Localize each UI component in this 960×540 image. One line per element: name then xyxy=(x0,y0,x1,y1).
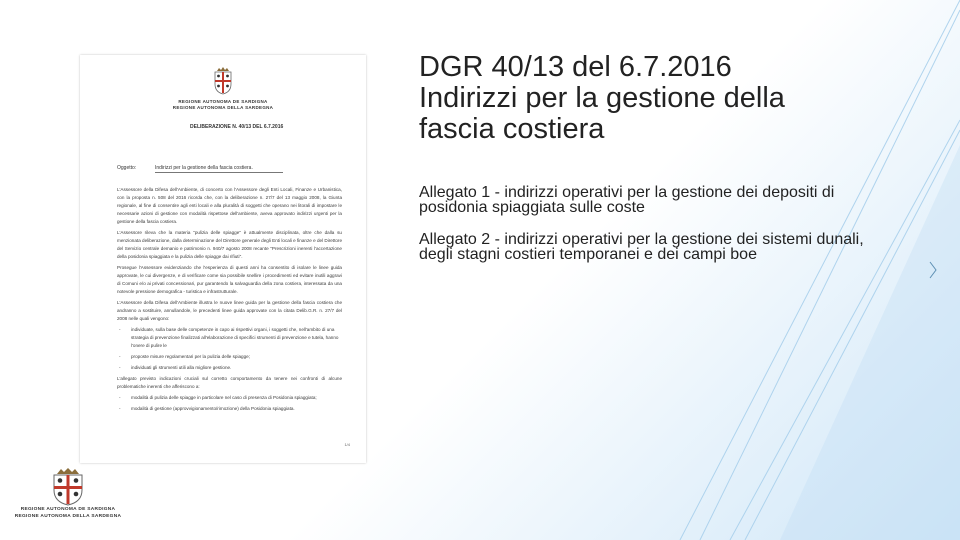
doc-paragraph: Prosegue l'Assessore evidenziando che l'esperienza di questi anni ha consentito di isolare le linee guida approvate, le cui divergenze, e di verificare come sia possibile snellire i procedimenti ed evitare inutili aggravi di Comuni e/o ai privati concessionari, pur garantendo la salvaguardia della zona costiera, interessata da una notevole pressione demografica - turistica e infrastrutturale. xyxy=(117,265,342,294)
sardinia-emblem-icon xyxy=(212,67,234,95)
allegato-1-text: Allegato 1 - indirizzi operativi per la gestione dei depositi di posidonia spiaggiata sulle coste xyxy=(419,184,835,216)
title-line: Indirizzi per la gestione della xyxy=(419,82,785,114)
doc-oggetto-rule xyxy=(155,172,283,173)
doc-paragraph: L'Assessore rileva che la materia "pulizia delle spiagge" è attualmente disciplinata, oltre che dalla su menzionata deliberazione, dalla determinazione del Direttore generale degli Enti locali e finanze e del Direttore del Servizio centrale demanio e patrimonio n. 940/7 agosto 2008 recante "Prescrizioni inerenti l'accertazione della posidonia spiaggiata e la pulizia delle spiagge dai rifiuti". xyxy=(117,230,342,259)
document-thumbnail xyxy=(80,55,366,463)
doc-bullet: - individuate, sulla base delle competenze in capo ai rispettivi organi, i soggetti che, nell'ambito di una strategia di prevenzione finalizzati all'elaborazione di specifici strumenti di prevenzione e tutela, hanno l'onere di pulire le xyxy=(131,326,342,350)
doc-bullet: - individuati gli strumenti utili alla migliore gestione. xyxy=(131,364,342,372)
doc-bullet: - modalità di gestione (approvvigionamento/rimozione) della Posidonia spiaggiata. xyxy=(131,405,342,413)
doc-paragraph: L'allegato previsto indicazioni cruciali sul corretto comportamento da tenere nei confronti di alcune problematiche inerenti che afferiscono a: xyxy=(117,376,342,389)
doc-oggetto-value: Indirizzi per la gestione della fascia costiera. xyxy=(155,165,253,171)
allegato-2-text: Allegato 2 - indirizzi operativi per la gestione dei sistemi dunali, degli stagni costieri temporanei e dei campi boe xyxy=(419,231,864,263)
logo-text-line1: REGIONE AUTONOMA DE SARDIGNA xyxy=(20,507,116,512)
doc-paragraph: L'Assessore della Difesa dell'Ambiente illustra le nuove linee guida per la gestione della fascia costiera che andranno a sostituire, annullandole, le precedenti linee guida approvate con la citata Delib.G.R. n. 27/7 del 2008 nelle quali vengono: xyxy=(117,300,342,321)
logo-text-line2: REGIONE AUTONOMA DELLA SARDEGNA xyxy=(14,514,122,519)
doc-page-number: 1/4 xyxy=(344,442,350,447)
doc-bullet: - modalità di pulizia delle spiagge in particolare nel caso di presenza di Posidonia spiaggiata; xyxy=(131,394,342,402)
doc-header-line1: REGIONE AUTONOMA DE SARDIGNA xyxy=(178,99,268,104)
title-line: fascia costiera xyxy=(419,113,605,145)
slide-title xyxy=(419,52,849,145)
doc-bullet: - proposte misure regolamentari per la pulizia delle spiagge; xyxy=(131,353,342,361)
region-logo-icon xyxy=(48,468,88,506)
title-line: DGR 40/13 del 6.7.2016 xyxy=(419,51,732,83)
doc-header-line2: REGIONE AUTONOMA DELLA SARDEGNA xyxy=(172,105,274,110)
doc-deliberazione: DELIBERAZIONE N. 40/13 DEL 6.7.2016 xyxy=(190,124,284,130)
doc-paragraph: L'Assessore della Difesa dell'Ambiente, di concerto con l'Assessore degli Enti Locali, Finanze e Urbanistica, con la proposta n. 508 del 2016 ricorda che, con la deliberazione n. 27/7 del 13 maggio 2008, la Giunta regionale, al fine di consentire agli enti locali e alla pluralità di soggetti che operano nei litorali di impostare le necessarie azioni di gestione con modalità rispettose dell'ambiente, aveva approvato indirizzi urgenti per la gestione della fascia costiera. xyxy=(117,187,342,224)
doc-body xyxy=(117,186,342,416)
doc-oggetto-label: Oggetto: xyxy=(117,165,137,171)
